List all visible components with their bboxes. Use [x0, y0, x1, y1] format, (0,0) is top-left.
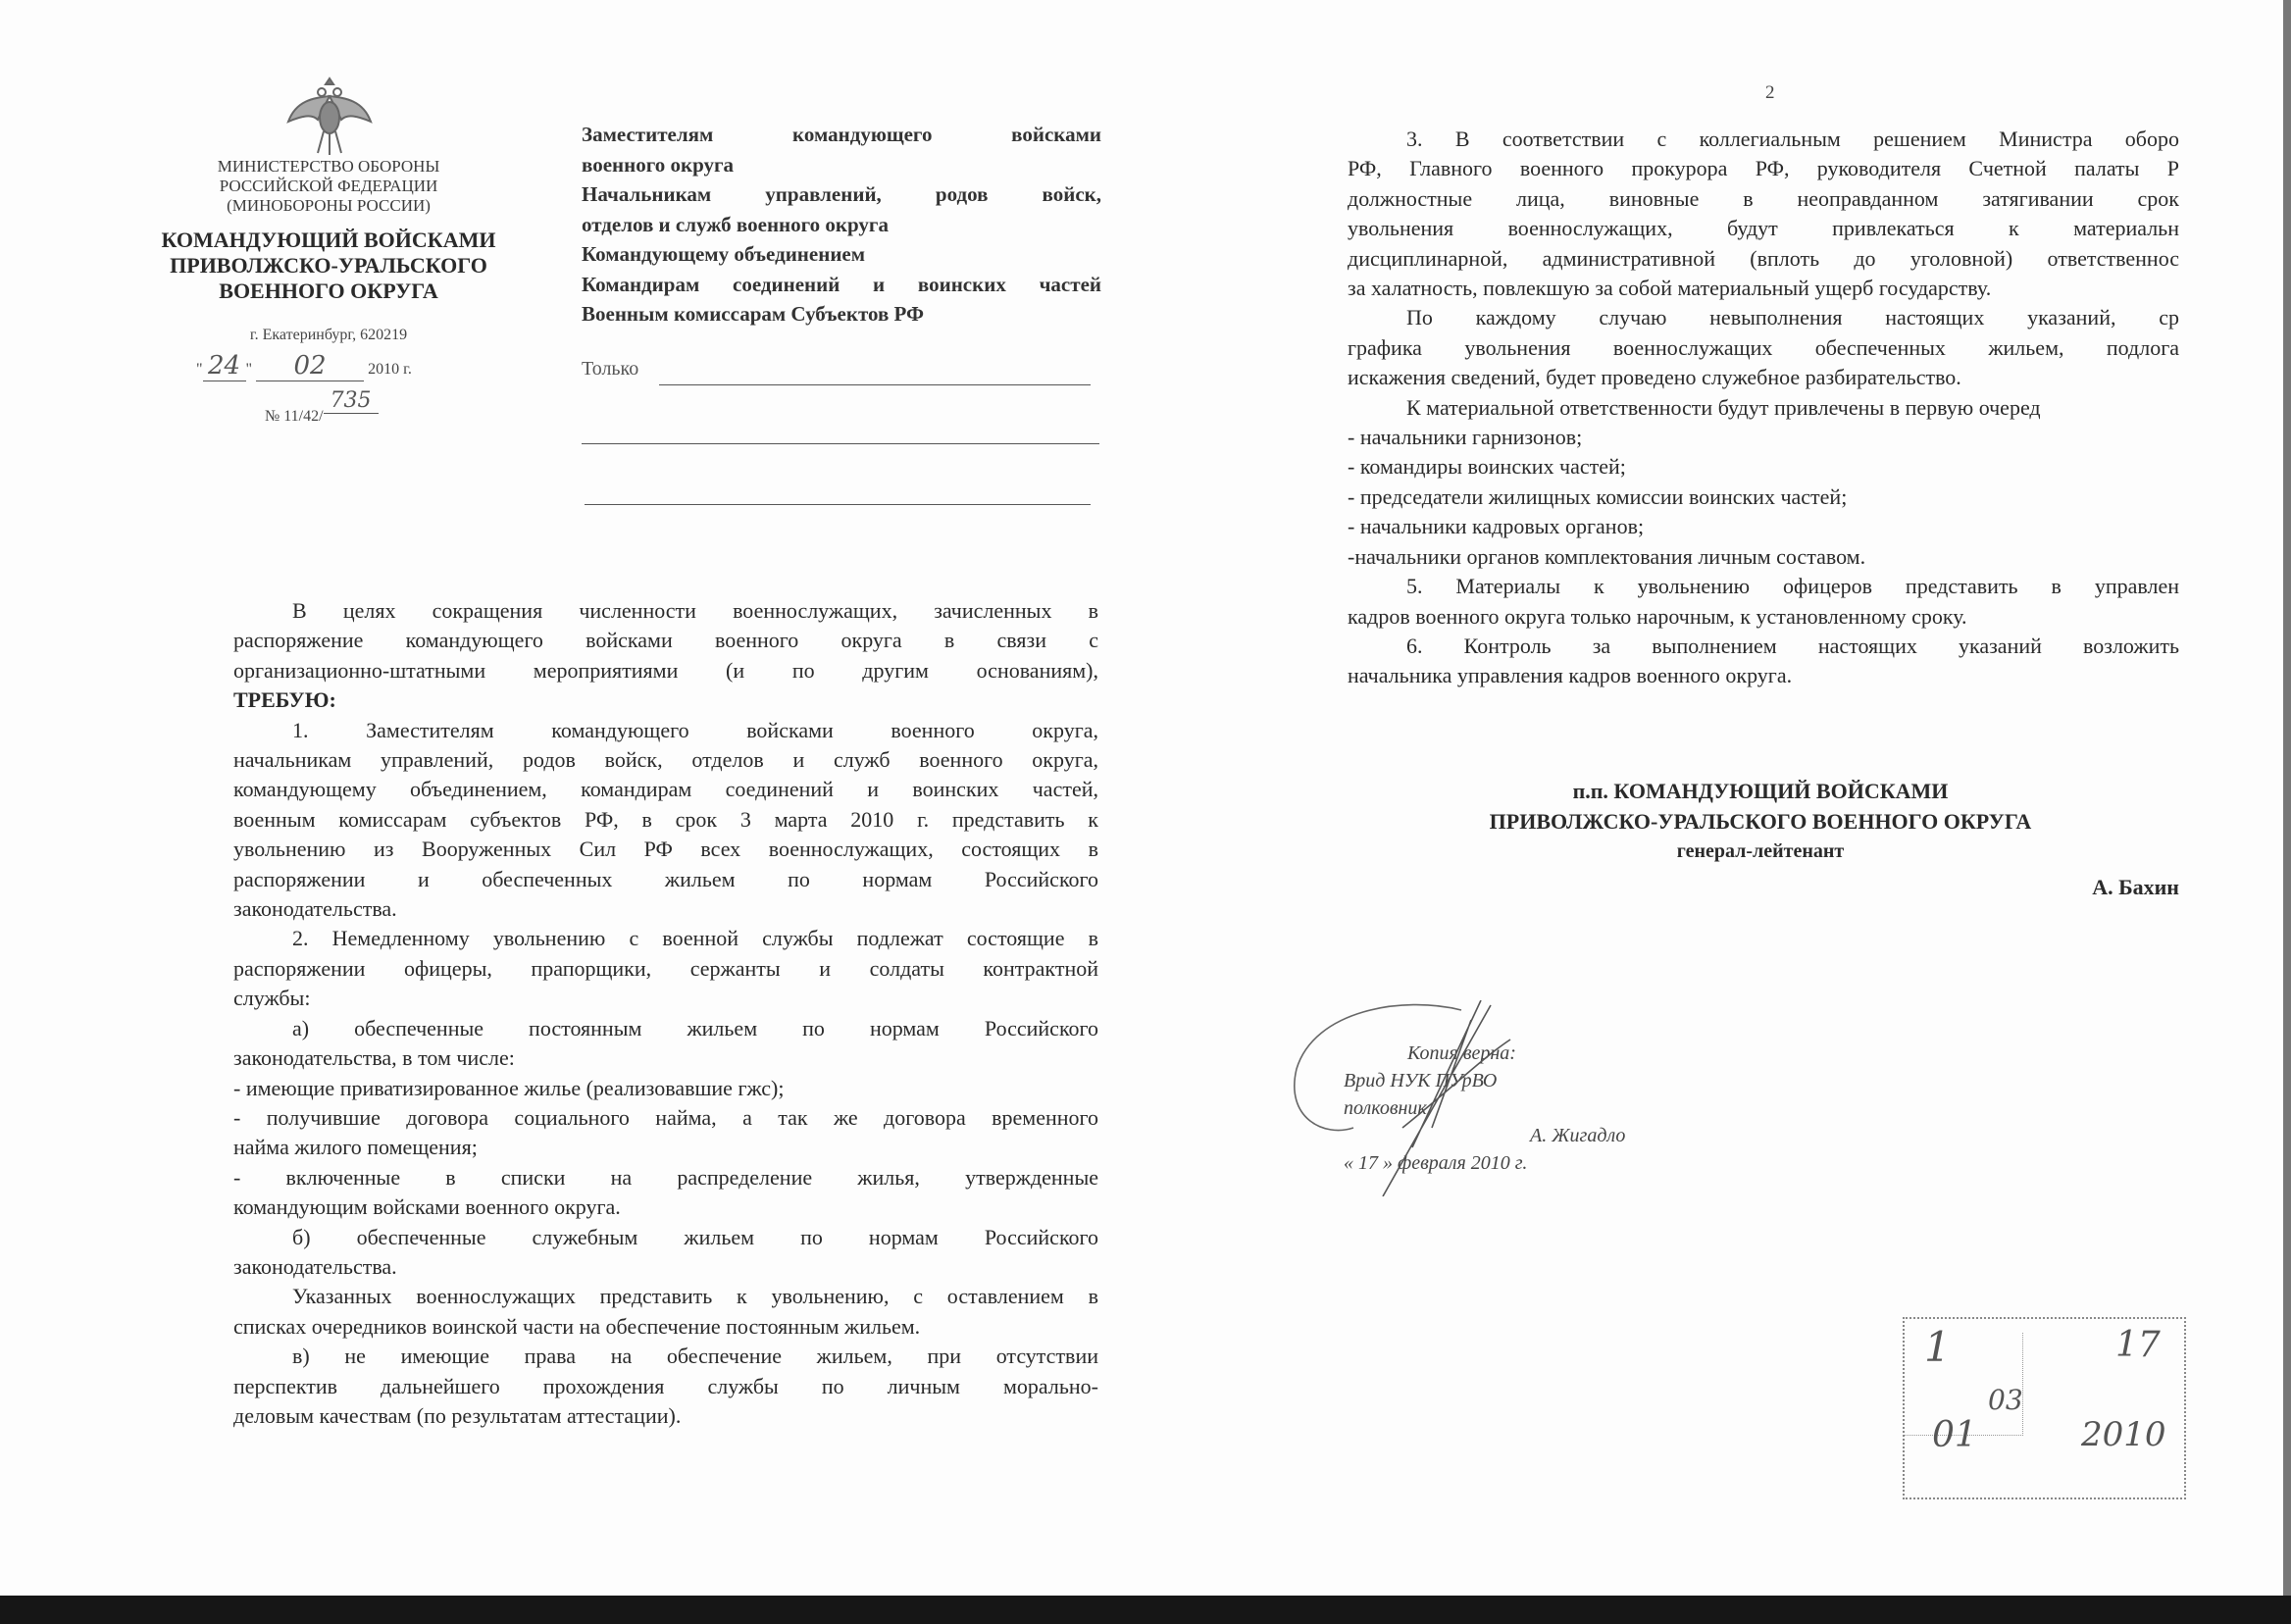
blank-line: [585, 504, 1091, 505]
text-line: По каждому случаю невыполнения настоящих указаний, ср: [1406, 305, 2179, 330]
paragraph: [233, 716, 1098, 925]
text-line: а) обеспеченные постоянным жильем по нормам Российского: [292, 1015, 1098, 1040]
paragraph: [1348, 452, 2179, 482]
stamp-month: 03: [1988, 1384, 2023, 1416]
date-day: 24: [203, 351, 246, 381]
text-line: 2. Немедленному увольнению с военной службы подлежат состоящие в: [292, 926, 1098, 951]
registration-stamp: [1903, 1317, 2186, 1499]
text-line: законодательства.: [233, 1253, 397, 1279]
text-line: Указанных военнослужащих представить к увольнению, с оставлением в: [292, 1284, 1098, 1309]
text-line: организационно-штатными мероприятиями (и по другим основаниям),: [233, 657, 1098, 683]
text-line: - председатели жилищных комиссии воинских частей;: [1348, 483, 1848, 509]
ministry-line: (МИНОБОРОНЫ РОССИИ): [227, 196, 431, 215]
text-line: увольнения военнослужащих, будут привлекаться к материальн: [1348, 216, 2179, 241]
number-handwritten: 735: [324, 388, 379, 414]
copy-date: « 17 » февраля 2010 г.: [1344, 1152, 1528, 1174]
addressee: Военным комиссарам Субъектов РФ: [582, 302, 925, 326]
text-line: - начальники кадровых органов;: [1348, 514, 1645, 539]
text-line: РФ, Главного военного прокурора РФ, руководителя Счетной палаты Р: [1348, 156, 2179, 181]
paragraph: [1348, 542, 2179, 572]
paragraph: [1348, 423, 2179, 452]
blank-line: [659, 384, 1091, 385]
document-number: [265, 388, 379, 428]
text-line: должностные лица, виновные в неоправданном затягивании срок: [1348, 185, 2179, 211]
paragraph: [233, 1163, 1098, 1223]
copy-name: А. Жигадло: [1530, 1125, 1626, 1146]
copy-certification: [1344, 1040, 1625, 1177]
paragraph: [1348, 125, 2179, 303]
text-line: -начальники органов комплектования личным составом.: [1348, 543, 1866, 569]
paragraph: [1348, 512, 2179, 541]
paragraph: [233, 596, 1098, 716]
text-line: в) не имеющие права на обеспечение жильем, при отсутствии: [292, 1344, 1098, 1369]
text-line: графика увольнения военнослужащих обеспеченных жильем, подлога: [1348, 334, 2179, 360]
text-line: найма жилого помещения;: [233, 1135, 478, 1160]
text-line: законодательства.: [233, 896, 397, 922]
addressee: военного округа: [582, 152, 735, 177]
handwritten-signature-icon: [1285, 1000, 1579, 1196]
addressees: [582, 120, 1101, 330]
scan-bottom-border: [0, 1596, 2291, 1624]
addressee: отделов и служб военного округа: [582, 212, 889, 236]
text-line: - получившие договора социального найма, а так же договора временного: [233, 1104, 1098, 1130]
date-month: 02: [256, 351, 364, 381]
blank-line: [582, 443, 1099, 444]
text-line: б) обеспеченные служебным жильем по нормам Российского: [292, 1224, 1098, 1249]
ministry-line: РОССИЙСКОЙ ФЕДЕРАЦИИ: [219, 177, 438, 195]
copy-line: Врид НУК ПУрВО: [1344, 1070, 1498, 1091]
text-line: законодательства, в том числе:: [233, 1045, 515, 1071]
text-line: - включенные в списки на распределение жилья, утвержденные: [233, 1164, 1098, 1190]
text-line: дисциплинарной, административной (вплоть до уголовной) ответственнос: [1348, 245, 2179, 271]
signature-line: генерал-лейтенант: [1676, 840, 1845, 862]
paragraph: [1348, 482, 2179, 512]
text-line: командующим войсками военного округа.: [233, 1194, 621, 1220]
addressee: Заместителям командующего войсками: [582, 123, 1101, 146]
text-line: за халатность, повлекшую за собой материальный ущерб государству.: [1348, 276, 1992, 301]
text-line: деловым качествам (по результатам аттестации).: [233, 1402, 682, 1428]
text-line: - имеющие приватизированное жилье (реализовавшие гжс);: [233, 1075, 785, 1100]
text-line: военным комиссарам субъектов РФ, в срок 3 марта 2010 г. представить к: [233, 806, 1098, 832]
paragraph: [233, 1342, 1098, 1431]
stamp-reg-number: 17: [2115, 1325, 2161, 1365]
text-line: 1. Заместителям командующего войсками военного округа,: [292, 717, 1098, 742]
text-line: 5. Материалы к увольнению офицеров представить в управлен: [1406, 574, 2179, 599]
text-line: 3. В соответствии с коллегиальным решением Министра оборо: [1406, 127, 2179, 151]
paragraph: [233, 1223, 1098, 1283]
paragraph: [233, 1103, 1098, 1163]
addressee: Командующему объединением: [582, 242, 866, 266]
left-page-body: [233, 596, 1098, 1431]
right-page-body: [1348, 125, 2179, 691]
copy-line: Копия верна:: [1407, 1042, 1516, 1064]
ministry-name: [186, 157, 471, 216]
date-year: 2010 г.: [368, 361, 412, 378]
text-line: распоряжении и обеспеченных жильем по нормам Российского: [233, 866, 1098, 891]
paragraph: [233, 924, 1098, 1013]
number-prefix: № 11/42/: [265, 408, 324, 425]
text-line: службы:: [233, 986, 311, 1011]
paragraph: [1348, 632, 2179, 691]
text-line: распоряжении офицеры, прапорщики, сержанты и солдаты контрактной: [233, 955, 1098, 981]
stamp-copy-number: 1: [1924, 1323, 1951, 1371]
text-line: ТРЕБУЮ:: [233, 687, 336, 713]
page-number: 2: [1765, 82, 1775, 103]
paragraph: [233, 1074, 1098, 1103]
paragraph: [233, 1014, 1098, 1074]
signature-line: ПРИВОЛЖСКО-УРАЛЬСКОГО ВОЕННОГО ОКРУГА: [1489, 808, 2032, 834]
paragraph: [1348, 393, 2179, 423]
text-line: В целях сокращения численности военнослужащих, зачисленных в: [292, 598, 1098, 623]
stamp-year: 2010: [2081, 1415, 2166, 1454]
only-label: Только: [582, 358, 639, 380]
addressee: Начальникам управлений, родов войск,: [582, 182, 1101, 206]
signature-line: п.п. КОМАНДУЮЩИЙ ВОЙСКАМИ: [1572, 779, 1949, 803]
text-line: - командиры воинских частей;: [1348, 454, 1626, 480]
text-line: кадров военного округа только нарочным, к установленному сроку.: [1348, 603, 1967, 629]
addressee: Командирам соединений и воинских частей: [582, 272, 1101, 296]
signatory-name: А. Бахин: [2092, 875, 2179, 899]
text-line: увольнению из Вооруженных Сил РФ всех военнослужащих, состоящих в: [233, 837, 1098, 862]
paragraph: [233, 1282, 1098, 1342]
document-date: " 24 " 02 2010 г.: [196, 351, 412, 381]
commander-line: ПРИВОЛЖСКО-УРАЛЬСКОГО: [170, 253, 487, 278]
commander-line: КОМАНДУЮЩИЙ ВОЙСКАМИ: [161, 228, 496, 252]
text-line: 6. Контроль за выполнением настоящих указаний возложить: [1406, 633, 2179, 658]
ministry-line: МИНИСТЕРСТВО ОБОРОНЫ: [217, 157, 440, 176]
city-address: г. Екатеринбург, 620219: [249, 327, 408, 343]
scan-edge: [2283, 0, 2291, 1596]
text-line: перспектив дальнейшего прохождения службы по личным морально-: [233, 1373, 1098, 1398]
eagle-emblem-icon: [284, 71, 375, 159]
copy-line: полковник: [1344, 1097, 1427, 1119]
text-line: распоряжение командующего войсками военного округа в связи с: [233, 628, 1098, 653]
text-line: начальникам управлений, родов войск, отделов и служб военного округа,: [233, 747, 1098, 773]
text-line: командующему объединением, командирам соединений и воинских частей,: [233, 777, 1098, 802]
signature-block: [1275, 777, 2246, 867]
paragraph: [1348, 303, 2179, 392]
text-line: - начальники гарнизонов;: [1348, 425, 1583, 450]
text-line: списках очередников воинской части на обеспечение постоянным жильем.: [233, 1313, 921, 1339]
text-line: искажения сведений, будет проведено служебное разбирательство.: [1348, 365, 1961, 390]
commander-line: ВОЕННОГО ОКРУГА: [219, 279, 438, 303]
text-line: начальника управления кадров военного округа.: [1348, 663, 1793, 688]
text-line: К материальной ответственности будут привлечены в первую очеред: [1406, 394, 2041, 420]
commander-title: [147, 228, 510, 304]
stamp-day: 01: [1932, 1415, 1977, 1455]
paragraph: [1348, 572, 2179, 632]
